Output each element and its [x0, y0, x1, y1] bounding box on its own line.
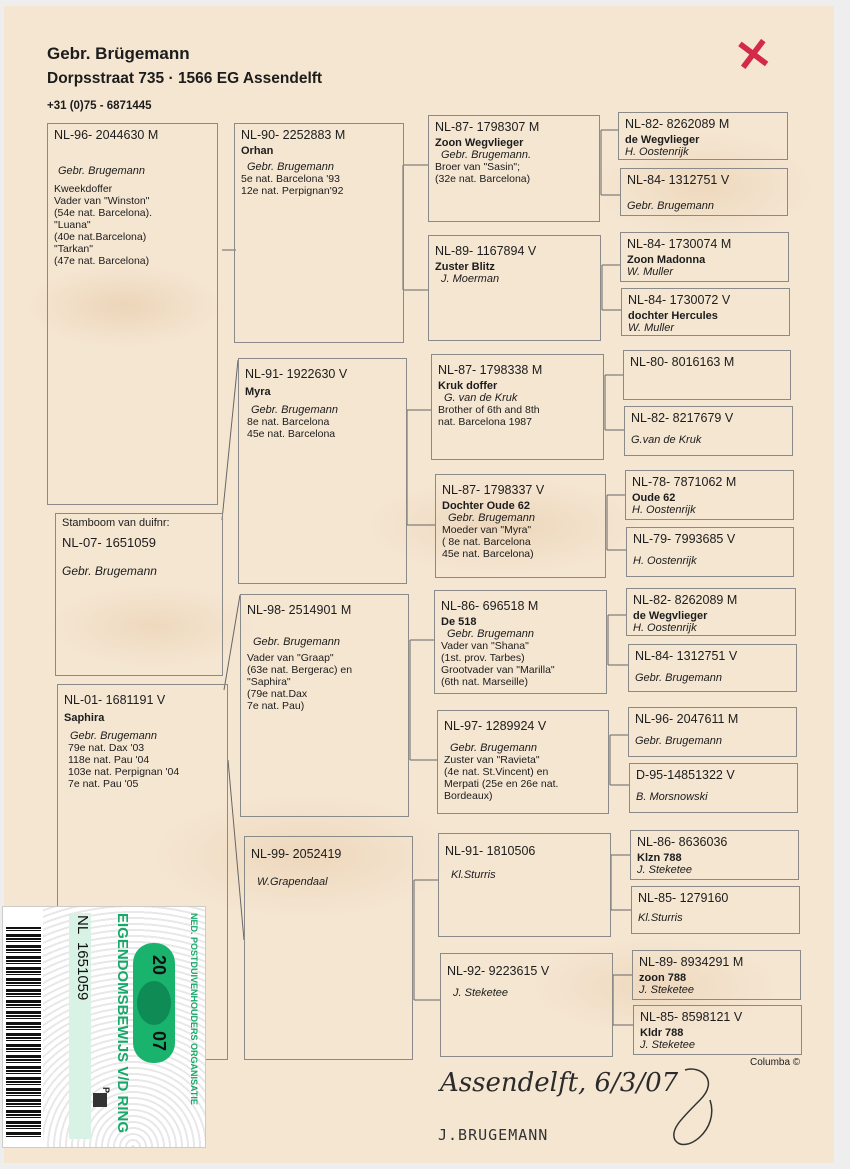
dam-details: 79e nat. Dax '03 118e nat. Pau '04 103e nat. Perpignan '04 7e nat. Pau '05	[68, 742, 180, 790]
ownership-card	[2, 906, 206, 1148]
col4-8-ring: NL-79- 7993685 V	[633, 532, 736, 546]
granddam-1-name: Myra	[245, 386, 271, 398]
col4-6-owner: G.van de Kruk	[631, 434, 702, 446]
col3-box-8	[440, 953, 613, 1057]
col4-1-owner: H. Oostenrijk	[625, 146, 689, 158]
card-country-number	[74, 915, 91, 1000]
col4-16-owner: J. Steketee	[640, 1039, 696, 1051]
col4-box-13	[630, 830, 799, 880]
col4-3-ring: NL-84- 1730074 M	[627, 237, 732, 251]
breeder-name: Gebr. Brügemann	[47, 44, 190, 63]
breeder-address: Dorpsstraat 735 · 1566 EG Assendelft	[47, 70, 323, 87]
col3-4-name: Dochter Oude 62	[442, 500, 531, 512]
col4-10-ring: NL-84- 1312751 V	[635, 649, 738, 663]
col4-11-owner: Gebr. Brugemann	[635, 735, 723, 747]
col4-15-ring: NL-89- 8934291 M	[639, 955, 744, 969]
granddam-1-ring: NL-91- 1922630 V	[245, 367, 348, 381]
card-org: NED. POSTDUIVENHOUDERS ORGANISATIE	[189, 913, 199, 1105]
card-title: EIGENDOMSBEWIJS V/D RING	[114, 913, 131, 1134]
subject-ring: NL-07- 1651059	[62, 535, 156, 550]
col4-3-name: Zoon Madonna	[627, 254, 706, 266]
col4-3-owner: W. Muller	[627, 266, 674, 278]
subject-box	[55, 513, 223, 676]
col3-box-5	[434, 590, 607, 694]
col4-14-owner: Kl.Sturris	[638, 912, 683, 924]
col3-box-2	[428, 235, 601, 341]
col3-3-details: Brother of 6th and 8th nat. Barcelona 1987	[438, 404, 540, 428]
handwritten-date: Assendelft, 6/3/07	[440, 1068, 679, 1098]
col3-5-details: Vader van "Shana" (1st. prov. Tarbes) Grootvader van "Marilla" (6th nat. Marseille)	[441, 640, 555, 688]
breeder-phone: +31 (0)75 - 6871445	[47, 100, 152, 112]
col4-box-9	[626, 588, 796, 636]
col4-box-14	[631, 886, 800, 934]
col4-7-name: Oude 62	[632, 492, 676, 504]
col3-4-owner: Gebr. Brugemann	[448, 512, 536, 524]
col4-box-3	[620, 232, 789, 282]
granddam-2-owner: W.Grapendaal	[257, 876, 328, 888]
col4-13-owner: J. Steketee	[637, 864, 693, 876]
col3-7-owner: Kl.Sturris	[451, 869, 496, 881]
dam-owner: Gebr. Brugemann	[70, 730, 158, 742]
granddam-1-details: 8e nat. Barcelona 45e nat. Barcelona	[247, 416, 336, 440]
col4-box-16	[633, 1005, 802, 1055]
col4-15-name: zoon 788	[639, 972, 687, 984]
col3-6-details: Zuster van "Ravieta" (4e nat. St.Vincent) en Merpati (25e en 26e nat. Bordeaux)	[444, 754, 559, 802]
col4-4-name: dochter Hercules	[628, 310, 718, 322]
col4-7-owner: H. Oostenrijk	[632, 504, 696, 516]
col4-box-7	[625, 470, 794, 520]
col4-box-1	[618, 112, 788, 160]
grandsire-1-name: Orhan	[241, 145, 274, 157]
col4-box-4	[621, 288, 790, 336]
col4-box-8	[626, 527, 794, 577]
col3-3-owner: G. van de Kruk	[444, 392, 518, 404]
col4-5-ring: NL-80- 8016163 M	[630, 355, 735, 369]
col4-1-name: de Wegvlieger	[625, 134, 700, 146]
sire-details: Kweekdoffer Vader van "Winston" (54e nat. Barcelona). "Luana" (40e nat.Barcelona) "Tarkan" (47e nat. Barcelona)	[54, 183, 153, 267]
col3-1-ring: NL-87- 1798307 M	[435, 120, 540, 134]
card-p-box	[93, 1093, 107, 1107]
col4-4-owner: W. Muller	[628, 322, 675, 334]
col3-3-ring: NL-87- 1798338 M	[438, 363, 543, 377]
col4-9-ring: NL-82- 8262089 M	[633, 593, 738, 607]
col4-16-name: Kldr 788	[640, 1027, 684, 1039]
col3-2-name: Zuster Blitz	[435, 261, 495, 273]
col4-box-11	[628, 707, 797, 757]
sire-owner: Gebr. Brugemann	[58, 165, 146, 177]
col4-box-10	[628, 644, 797, 692]
col3-box-6	[437, 710, 609, 814]
col3-2-owner: J. Moerman	[441, 273, 500, 285]
col4-13-ring: NL-86- 8636036	[637, 835, 728, 849]
col3-box-4	[435, 474, 606, 578]
col3-5-ring: NL-86- 696518 M	[441, 599, 539, 613]
col3-8-owner: J. Steketee	[453, 987, 509, 999]
col4-16-ring: NL-85- 8598121 V	[640, 1010, 743, 1024]
grandsire-1-box	[234, 123, 404, 343]
dam-name: Saphira	[64, 712, 105, 724]
col3-box-3	[431, 354, 604, 460]
card-number: 1651059	[74, 941, 91, 1001]
col3-7-ring: NL-91- 1810506	[445, 844, 536, 858]
col4-8-owner: H. Oostenrijk	[633, 555, 697, 567]
col4-14-ring: NL-85- 1279160	[638, 891, 729, 905]
grandsire-1-ring: NL-90- 2252883 M	[241, 128, 346, 142]
col3-4-ring: NL-87- 1798337 V	[442, 483, 545, 497]
col4-10-owner: Gebr. Brugemann	[635, 672, 723, 684]
col3-6-ring: NL-97- 1289924 V	[444, 719, 547, 733]
card-country: NL	[74, 915, 91, 934]
globe-icon	[137, 981, 171, 1025]
col3-8-ring: NL-92- 9223615 V	[447, 964, 550, 978]
handwritten-name: J.BRUGEMANN	[438, 1126, 549, 1144]
col4-1-ring: NL-82- 8262089 M	[625, 117, 730, 131]
col4-box-2	[620, 168, 788, 216]
card-year-bottom: 07	[149, 1031, 169, 1052]
col3-5-owner: Gebr. Brugemann	[447, 628, 535, 640]
granddam-1-box	[238, 358, 407, 584]
red-x-mark: ✕	[731, 28, 776, 83]
col4-2-ring: NL-84- 1312751 V	[627, 173, 730, 187]
col3-5-name: De 518	[441, 616, 477, 628]
granddam-2-box	[244, 836, 413, 1060]
col3-1-name: Zoon Wegvlieger	[435, 137, 524, 149]
col3-3-name: Kruk doffer	[438, 380, 498, 392]
col3-4-details: Moeder van "Myra" ( 8e nat. Barcelona 45e nat. Barcelona)	[442, 524, 534, 560]
sire-box	[47, 123, 218, 505]
col4-4-ring: NL-84- 1730072 V	[628, 293, 731, 307]
card-year-top: 20	[149, 955, 169, 976]
col4-12-owner: B. Morsnowski	[636, 791, 708, 803]
subject-owner: Gebr. Brugemann	[62, 564, 157, 578]
grandsire-2-owner: Gebr. Brugemann	[253, 636, 341, 648]
granddam-2-ring: NL-99- 2052419	[251, 847, 342, 861]
col3-box-1	[428, 115, 600, 222]
col3-1-details: Broer van "Sasin"; (32e nat. Barcelona)	[435, 161, 531, 185]
col4-7-ring: NL-78- 7871062 M	[632, 475, 737, 489]
barcode	[6, 927, 41, 1137]
grandsire-1-owner: Gebr. Brugemann	[247, 161, 335, 173]
col4-11-ring: NL-96- 2047611 M	[635, 712, 739, 726]
col4-12-ring: D-95-14851322 V	[636, 768, 735, 782]
col4-box-15	[632, 950, 801, 1000]
col4-6-ring: NL-82- 8217679 V	[631, 411, 734, 425]
sire-ring: NL-96- 2044630 M	[54, 128, 159, 142]
col4-9-owner: H. Oostenrijk	[633, 622, 697, 634]
col4-box-12	[629, 763, 798, 813]
col3-1-owner: Gebr. Brugemann.	[441, 149, 532, 161]
grandsire-2-ring: NL-98- 2514901 M	[247, 603, 352, 617]
col3-box-7	[438, 833, 611, 937]
subject-heading: Stamboom van duifnr:	[62, 517, 170, 529]
grandsire-1-details: 5e nat. Barcelona '93 12e nat. Perpignan'92	[241, 173, 344, 197]
granddam-1-owner: Gebr. Brugemann	[251, 404, 339, 416]
card-p-label: P	[101, 1087, 111, 1094]
col4-2-owner: Gebr. Brugemann	[627, 200, 715, 212]
col3-2-ring: NL-89- 1167894 V	[435, 244, 537, 258]
grandsire-2-details: Vader van "Graap" (63e nat. Bergerac) en "Saphira" (79e nat.Dax 7e nat. Pau)	[247, 652, 353, 712]
col4-box-5	[623, 350, 791, 400]
col4-13-name: Klzn 788	[637, 852, 682, 864]
grandsire-2-box	[240, 594, 409, 817]
copyright-label: Columba ©	[750, 1057, 801, 1068]
col4-15-owner: J. Steketee	[639, 984, 695, 996]
dam-ring: NL-01- 1681191 V	[64, 693, 166, 707]
col4-9-name: de Wegvlieger	[633, 610, 708, 622]
col3-6-owner: Gebr. Brugemann	[450, 742, 538, 754]
col4-box-6	[624, 406, 793, 456]
